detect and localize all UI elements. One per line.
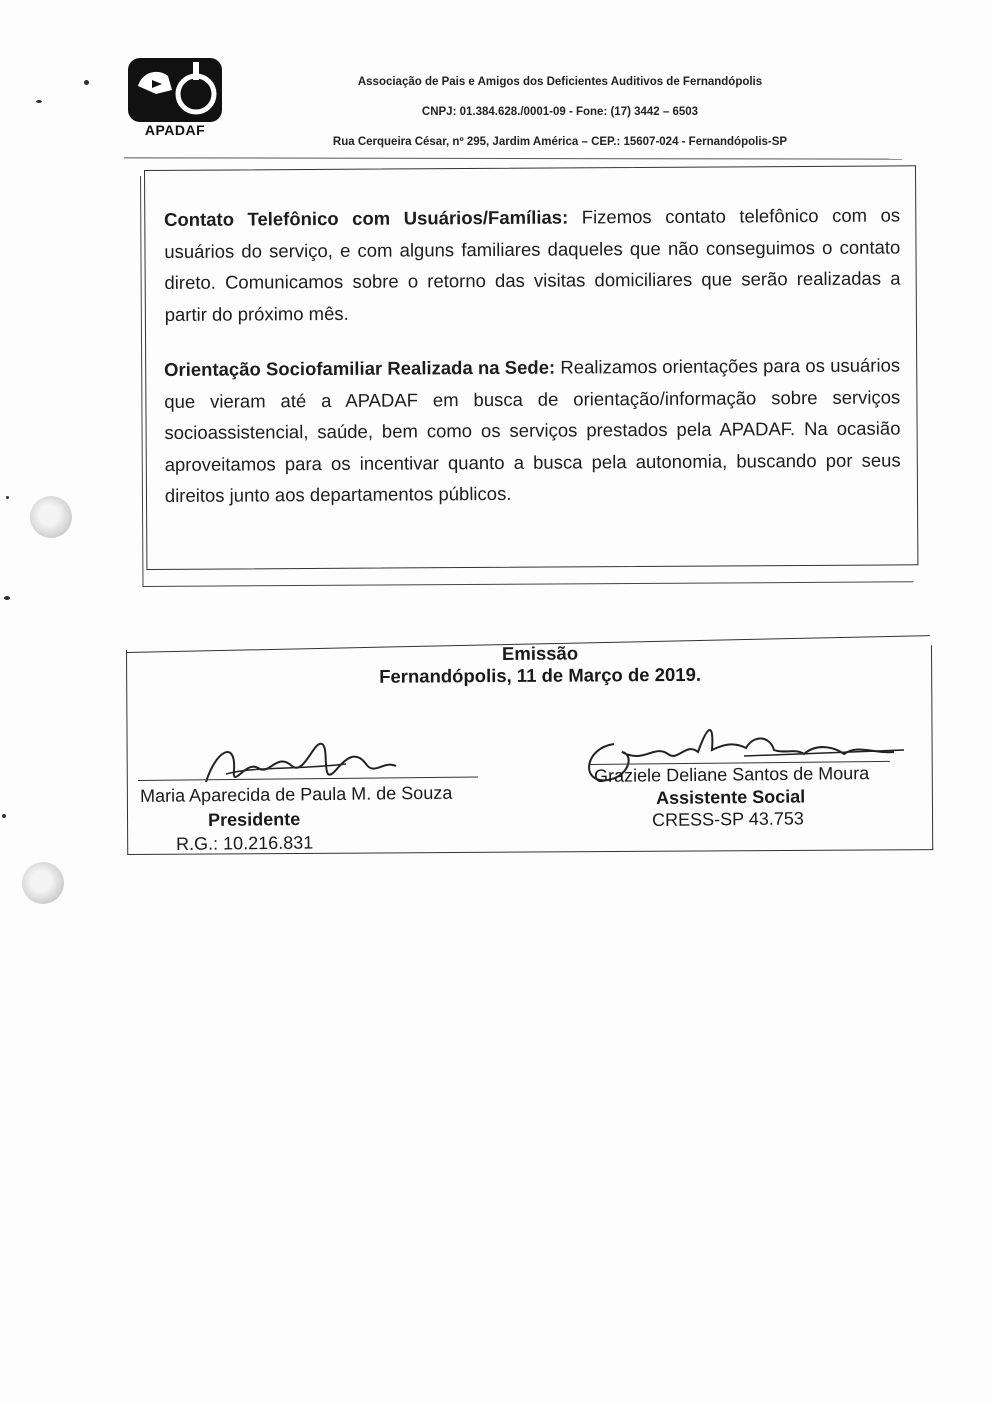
cnpj-phone-line: CNPJ: 01.384.628./0001-09 - Fone: (17) 3442 – 6503 [421, 106, 699, 118]
section-text: Fizemos contato telefônico com os usuários do serviço, e com alguns familiares daqueles que não conseguimos o contato direto. Comunicamos sobre o retorno das visitas domiciliares que serão realizadas a partir do próximo mês. [164, 204, 901, 325]
punch-hole-top [30, 496, 72, 538]
emission-place-date: Fernandópolis, 11 de Março de 2019. [379, 663, 702, 687]
address-line: Rua Cerqueira César, nº 295, Jardim América – CEP.: 15607-024 - Fernandópolis-SP [332, 136, 788, 148]
org-name: Associação de Pais e Amigos dos Deficientes Auditivos de Fernandópolis [357, 76, 763, 88]
scan-speck [4, 596, 10, 600]
section-text: Realizamos orientações para os usuários que vieram até a APADAF em busca de orientação/informação sobre serviços socioassistencial, saúde, bem como os serviços prestados pela APADAF. Na ocasião aproveitamos para os incentivar quanto a busca pela autonomia, buscando por seus direitos junto aos departamentos públicos. [164, 354, 901, 506]
right-signer-role: Assistente Social [656, 786, 806, 808]
right-signer-name: Graziele Deliane Santos de Moura [594, 763, 870, 786]
right-signer-id: CRESS-SP 43.753 [652, 808, 804, 830]
logo-emblem [128, 58, 222, 122]
header-rule [124, 157, 902, 159]
left-signer-name: Maria Aparecida de Paula M. de Souza [140, 782, 453, 806]
section-heading: Orientação Sociofamiliar Realizada na Sede: [164, 356, 556, 380]
scan-speck [36, 100, 42, 103]
punch-hole-bottom [22, 862, 64, 904]
section-heading: Contato Telefônico com Usuários/Famílias: [164, 206, 569, 230]
logo-word: APADAF [144, 122, 206, 138]
left-signer-id: R.G.: 10.216.831 [176, 832, 314, 854]
ear-ring-icon [128, 58, 222, 122]
emission-label: Emissão [501, 642, 579, 665]
scan-speck [2, 814, 6, 818]
apadaf-logo [126, 58, 224, 140]
left-signer-role: Presidente [208, 809, 301, 830]
scan-speck [6, 496, 9, 499]
scan-speck [84, 80, 89, 85]
section-phone-contact [164, 200, 901, 330]
section-orientation [164, 350, 901, 512]
